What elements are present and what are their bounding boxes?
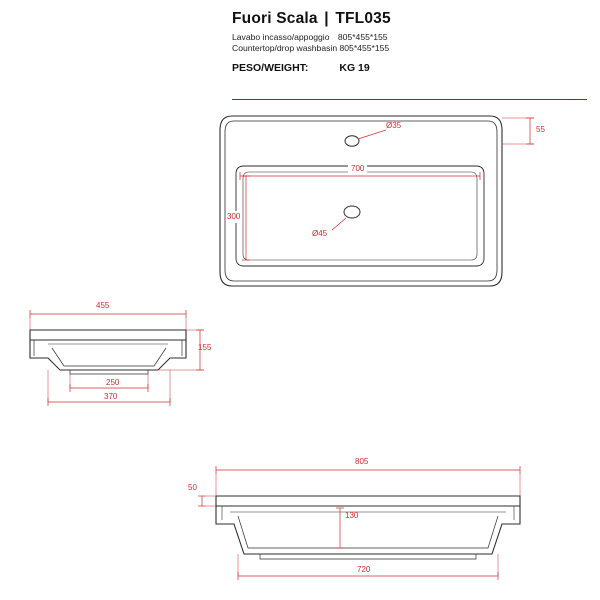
weight-value: KG 19: [339, 62, 370, 74]
dim-side-width: 455: [96, 301, 110, 310]
subtitle-english-text: Countertop/drop washbasin: [232, 43, 338, 53]
page-title: [232, 10, 582, 28]
title-main: Fuori Scala: [232, 10, 318, 27]
subtitle-italian: [232, 32, 582, 42]
dim-front-width: 805: [355, 457, 369, 466]
subtitle-english: [232, 43, 582, 53]
side-section-view: [8, 296, 218, 426]
dim-foot-inner: 250: [103, 379, 122, 387]
top-view: [200, 108, 600, 298]
front-section-view: [190, 452, 590, 592]
dim-rim-height: 50: [188, 483, 197, 492]
dim-tap-hole: Ø35: [386, 121, 402, 130]
weight-label: PESO/WEIGHT:: [232, 62, 309, 74]
dim-bowl-width: 720: [354, 566, 373, 574]
title-code: TFL035: [335, 10, 391, 27]
dim-drain-hole: Ø45: [312, 229, 328, 238]
weight-row: [232, 62, 582, 74]
title-separator: |: [324, 10, 329, 27]
header-divider: [232, 99, 587, 100]
header-block: [232, 10, 582, 74]
subtitle-italian-text: Lavabo incasso/appoggio: [232, 32, 330, 42]
dim-foot-outer: 370: [101, 393, 120, 401]
subtitle-english-dims: 805*455*155: [339, 43, 390, 53]
dim-inner-width: 700: [348, 165, 367, 173]
subtitle-italian-dims: 805*455*155: [337, 32, 388, 42]
dim-bowl-depth: 130: [345, 511, 359, 520]
dim-overall-height: 55: [536, 125, 545, 134]
dim-side-height: 155: [198, 343, 212, 352]
dim-inner-height: 300: [227, 212, 241, 221]
